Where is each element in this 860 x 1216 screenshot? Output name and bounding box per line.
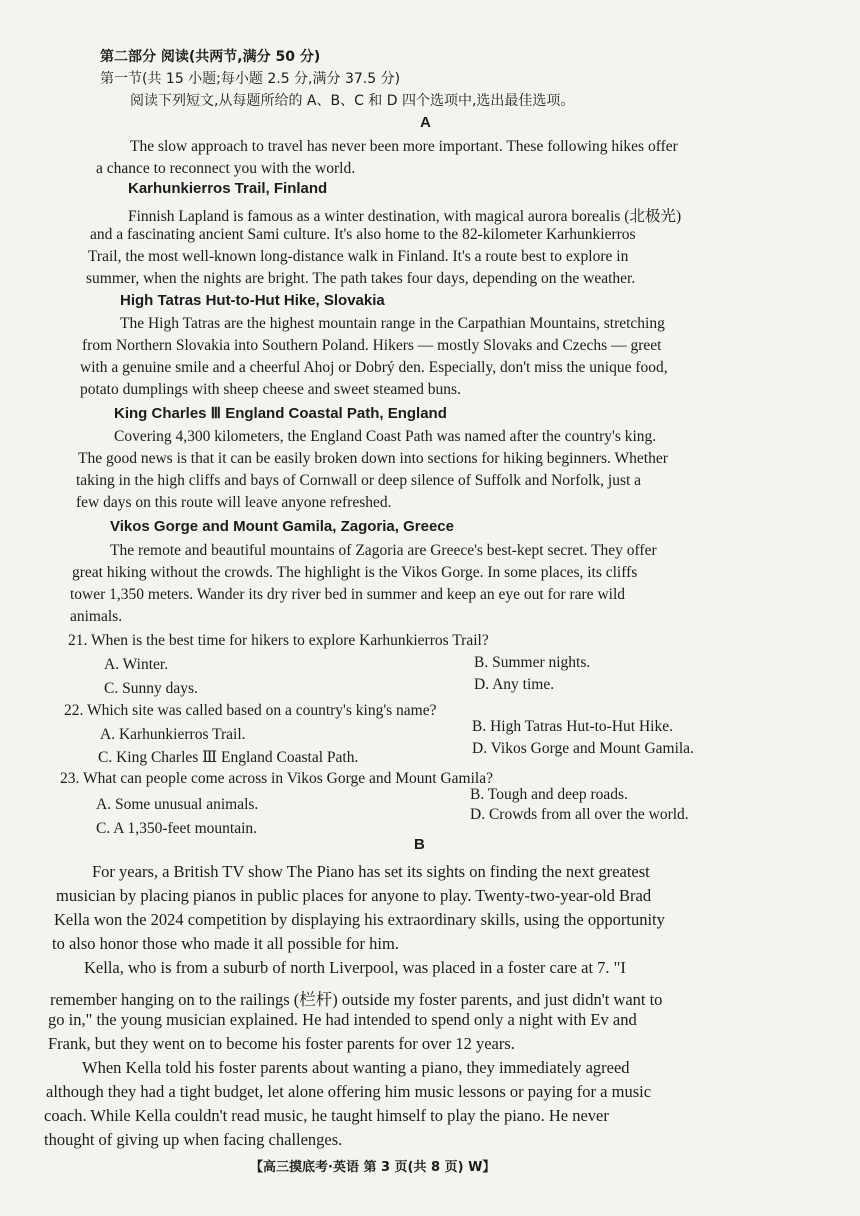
question-option[interactable]: B. Summer nights. <box>474 654 591 671</box>
question-option[interactable]: D. Crowds from all over the world. <box>470 806 689 823</box>
body-line: taking in the high cliffs and bays of Cornwall or deep silence of Suffolk and Norfolk, just a <box>76 472 642 489</box>
section-title: High Tatras Hut-to-Hut Hike, Slovakia <box>120 292 385 309</box>
body-line: Trail, the most well-known long-distance walk in Finland. It's a route best to explore in <box>88 248 629 265</box>
body-line: Kella, who is from a suburb of north Liverpool, was placed in a foster care at 7. "I <box>84 958 626 977</box>
page-footer: 【高三摸底考·英语 第 3 页(共 8 页) W】 <box>250 1160 496 1175</box>
question-option[interactable]: B. Tough and deep roads. <box>470 786 628 803</box>
section-heading: 第一节(共 15 小题;每小题 2.5 分,满分 37.5 分) <box>100 71 401 87</box>
body-line: few days on this route will leave anyone refreshed. <box>76 494 392 511</box>
question-option[interactable]: D. Any time. <box>474 676 555 693</box>
body-line: with a genuine smile and a cheerful Ahoj or Dobrý den. Especially, don't miss the unique food, <box>80 359 668 376</box>
body-line: The High Tatras are the highest mountain range in the Carpathian Mountains, stretching <box>120 315 665 332</box>
question-stem: 23. What can people come across in Vikos Gorge and Mount Gamila? <box>60 770 493 787</box>
intro-line: a chance to reconnect you with the world. <box>96 160 356 177</box>
body-line: musician by placing pianos in public places for anyone to play. Twenty-two-year-old Brad <box>56 886 652 905</box>
question-option[interactable]: A. Winter. <box>104 656 169 673</box>
body-line: tower 1,350 meters. Wander its dry river bed in summer and keep an eye out for rare wild <box>70 586 625 603</box>
passage-b-label: B <box>414 836 425 853</box>
body-line: Frank, but they went on to become his foster parents for over 12 years. <box>48 1034 515 1053</box>
body-line: from Northern Slovakia into Southern Poland. Hikers — mostly Slovaks and Czechs — greet <box>82 337 662 354</box>
section-title: Karhunkierros Trail, Finland <box>128 180 328 197</box>
body-line: For years, a British TV show The Piano has set its sights on finding the next greatest <box>92 862 650 881</box>
question-option[interactable]: A. Karhunkierros Trail. <box>100 726 246 743</box>
section-title: King Charles Ⅲ England Coastal Path, England <box>114 405 447 422</box>
intro-line: The slow approach to travel has never been more important. These following hikes offer <box>130 138 678 155</box>
body-line: go in," the young musician explained. He had intended to spend only a night with Ev and <box>48 1010 637 1029</box>
body-line: summer, when the nights are bright. The path takes four days, depending on the weather. <box>86 270 636 287</box>
body-line: potato dumplings with sheep cheese and sweet steamed buns. <box>80 381 461 398</box>
body-line: and a fascinating ancient Sami culture. It's also home to the 82-kilometer Karhunkierros <box>90 226 636 243</box>
body-line: great hiking without the crowds. The highlight is the Vikos Gorge. In some places, its cliffs <box>72 564 638 581</box>
body-line: to also honor those who made it all possible for him. <box>52 934 399 953</box>
question-option[interactable]: D. Vikos Gorge and Mount Gamila. <box>472 740 694 757</box>
body-line: coach. While Kella couldn't read music, he taught himself to play the piano. He never <box>44 1106 609 1125</box>
question-stem: 21. When is the best time for hikers to explore Karhunkierros Trail? <box>68 632 489 649</box>
body-line: When Kella told his foster parents about wanting a piano, they immediately agreed <box>82 1058 630 1077</box>
question-stem: 22. Which site was called based on a country's king's name? <box>64 702 437 719</box>
question-option[interactable]: C. A 1,350-feet mountain. <box>96 820 258 837</box>
body-line: The good news is that it can be easily broken down into sections for hiking beginners. Whether <box>78 450 668 467</box>
part-heading: 第二部分 阅读(共两节,满分 50 分) <box>100 49 321 65</box>
instruction: 阅读下列短文,从每题所给的 A、B、C 和 D 四个选项中,选出最佳选项。 <box>130 93 575 109</box>
body-line: thought of giving up when facing challenges. <box>44 1130 343 1149</box>
section-title: Vikos Gorge and Mount Gamila, Zagoria, Greece <box>110 518 454 535</box>
body-line: Covering 4,300 kilometers, the England Coast Path was named after the country's king. <box>114 428 657 445</box>
body-line: remember hanging on to the railings (栏杆) outside my foster parents, and just didn't want to <box>50 990 663 1009</box>
body-line: animals. <box>70 608 123 625</box>
body-line: Finnish Lapland is famous as a winter destination, with magical aurora borealis (北极光) <box>128 208 682 225</box>
body-line: The remote and beautiful mountains of Zagoria are Greece's best-kept secret. They offer <box>110 542 657 559</box>
question-option[interactable]: A. Some unusual animals. <box>96 796 259 813</box>
question-option[interactable]: C. Sunny days. <box>104 680 198 697</box>
question-option[interactable]: C. King Charles Ⅲ England Coastal Path. <box>98 749 359 766</box>
question-option[interactable]: B. High Tatras Hut-to-Hut Hike. <box>472 718 673 735</box>
body-line: although they had a tight budget, let alone offering him music lessons or paying for a music <box>46 1082 652 1101</box>
passage-a-label: A <box>420 114 431 131</box>
body-line: Kella won the 2024 competition by displaying his extraordinary skills, using the opportunity <box>54 910 665 929</box>
